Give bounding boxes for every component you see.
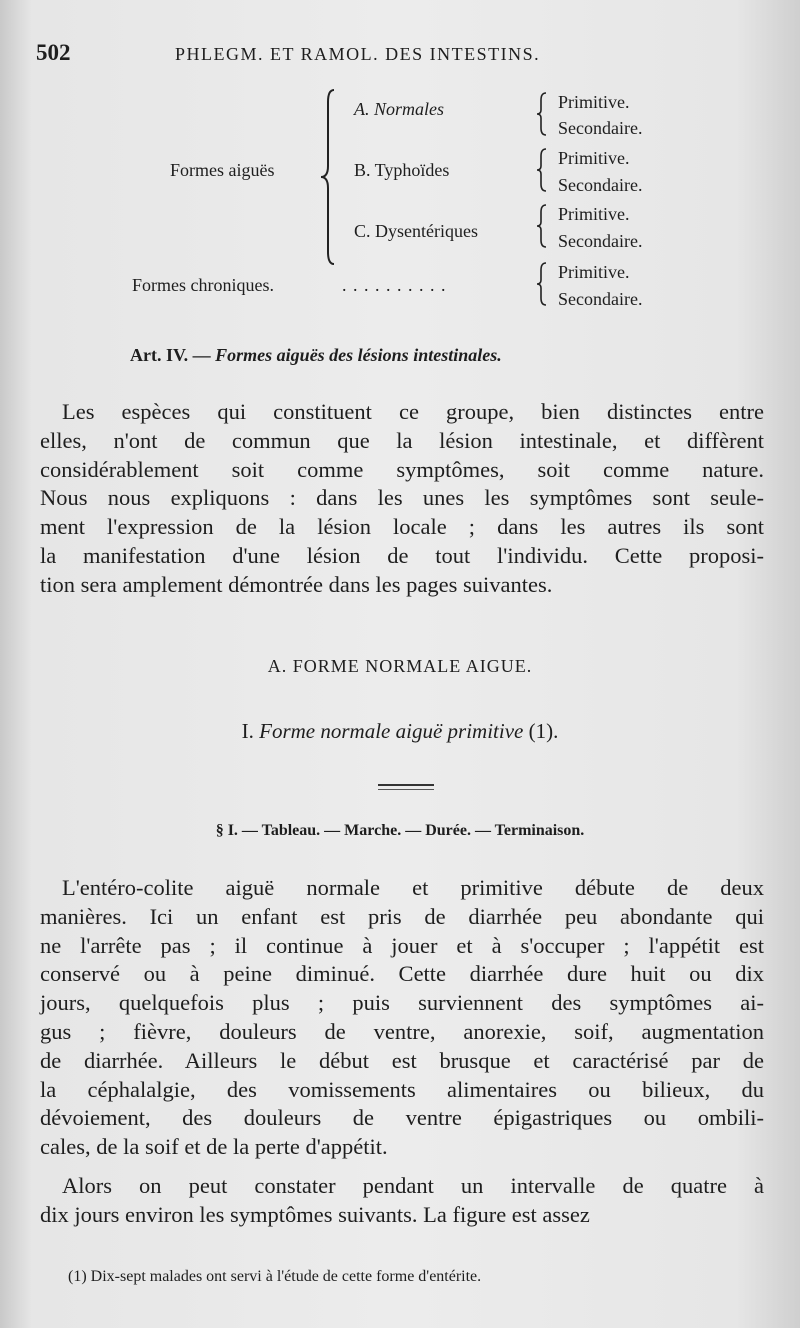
body-paragraph	[40, 874, 764, 1162]
separator-rule	[378, 784, 434, 786]
acute-forms-label: Formes aiguës	[170, 160, 275, 180]
paragraph-heading: § I. — Tableau. — Marche. — Durée. — Terminaison.	[215, 822, 585, 839]
running-title: PHLEGM. ET RAMOL. DES INTESTINS.	[175, 44, 541, 64]
page-number: 502	[36, 40, 71, 65]
text-line: manières. Ici un enfant est pris de diarrhée peu abondante qui	[40, 903, 764, 929]
subtype-typhoides: B. Typhoïdes	[354, 160, 450, 180]
text-line: dévoiement, des douleurs de ventre épigastriques ou ombili-	[40, 1105, 764, 1131]
footnote: (1) Dix-sept malades ont servi à l'étude de cette forme d'entérite.	[68, 1268, 482, 1285]
option-secondaire: Secondaire.	[558, 118, 643, 138]
small-brace	[536, 204, 548, 248]
text-line: conservé ou à peine diminué. Cette diarrhée dure huit ou dix	[40, 961, 764, 987]
option-primitive: Primitive.	[558, 204, 630, 224]
option-primitive: Primitive.	[558, 262, 630, 282]
text-line: Alors on peut constater pendant un intervalle de quatre à	[62, 1173, 764, 1198]
text-line: de diarrhée. Ailleurs le début est brusque et caractérisé par de	[40, 1047, 764, 1073]
subtype-normales: A. Normales	[354, 99, 444, 119]
option-primitive: Primitive.	[558, 92, 630, 112]
option-secondaire: Secondaire.	[558, 289, 643, 309]
option-secondaire: Secondaire.	[558, 175, 643, 195]
chronic-forms-label: Formes chroniques.	[132, 275, 274, 295]
separator-rule	[378, 789, 434, 790]
subtype-dysenteriques: C. Dysentériques	[354, 221, 478, 241]
leader-dots: . . . . . . . . . .	[342, 275, 447, 295]
small-brace	[536, 262, 548, 306]
text-line: dix jours environ les symptômes suivants. La figure est assez	[40, 1201, 590, 1227]
text-line: gus ; fièvre, douleurs de ventre, anorexie, soif, augmentation	[40, 1018, 764, 1044]
small-brace	[536, 148, 548, 192]
text-line: la céphalalgie, des vomissements alimentaires ou bilieux, du	[40, 1076, 764, 1102]
body-paragraph	[40, 1172, 764, 1230]
text-line: Les espèces qui constituent ce groupe, bien distinctes entre	[62, 399, 764, 424]
section-heading-a: A. FORME NORMALE AIGUE.	[267, 656, 533, 676]
text-line: ment l'expression de la lésion locale ; dans les autres ils sont	[40, 514, 764, 540]
text-line: Nous nous expliquons : dans les unes les symptômes sont seule-	[40, 485, 764, 511]
intro-paragraph	[40, 398, 764, 600]
text-line: la manifestation d'une lésion de tout l'individu. Cette proposi-	[40, 542, 764, 568]
small-brace	[536, 92, 548, 136]
option-secondaire: Secondaire.	[558, 231, 643, 251]
option-primitive: Primitive.	[558, 148, 630, 168]
big-brace	[318, 88, 338, 266]
text-line: ne l'arrête pas ; il continue à jouer et à s'occuper ; l'appétit est	[40, 932, 764, 958]
text-line: elles, n'ont de commun que la lésion intestinale, et diffèrent	[40, 427, 764, 453]
article-heading: Art. IV. — Formes aiguës des lésions intestinales.	[130, 345, 502, 365]
text-line: cales, de la soif et de la perte d'appétit.	[40, 1134, 388, 1160]
text-line: considérablement soit comme symptômes, soit comme nature.	[40, 456, 764, 482]
text-line: tion sera amplement démontrée dans les pages suivantes.	[40, 571, 553, 597]
section-heading-i: I. Forme normale aiguë primitive (1).	[241, 719, 559, 743]
text-line: jours, quelquefois plus ; puis surviennent des symptômes ai-	[40, 990, 764, 1016]
text-line: L'entéro-colite aiguë normale et primitive débute de deux	[62, 875, 764, 900]
